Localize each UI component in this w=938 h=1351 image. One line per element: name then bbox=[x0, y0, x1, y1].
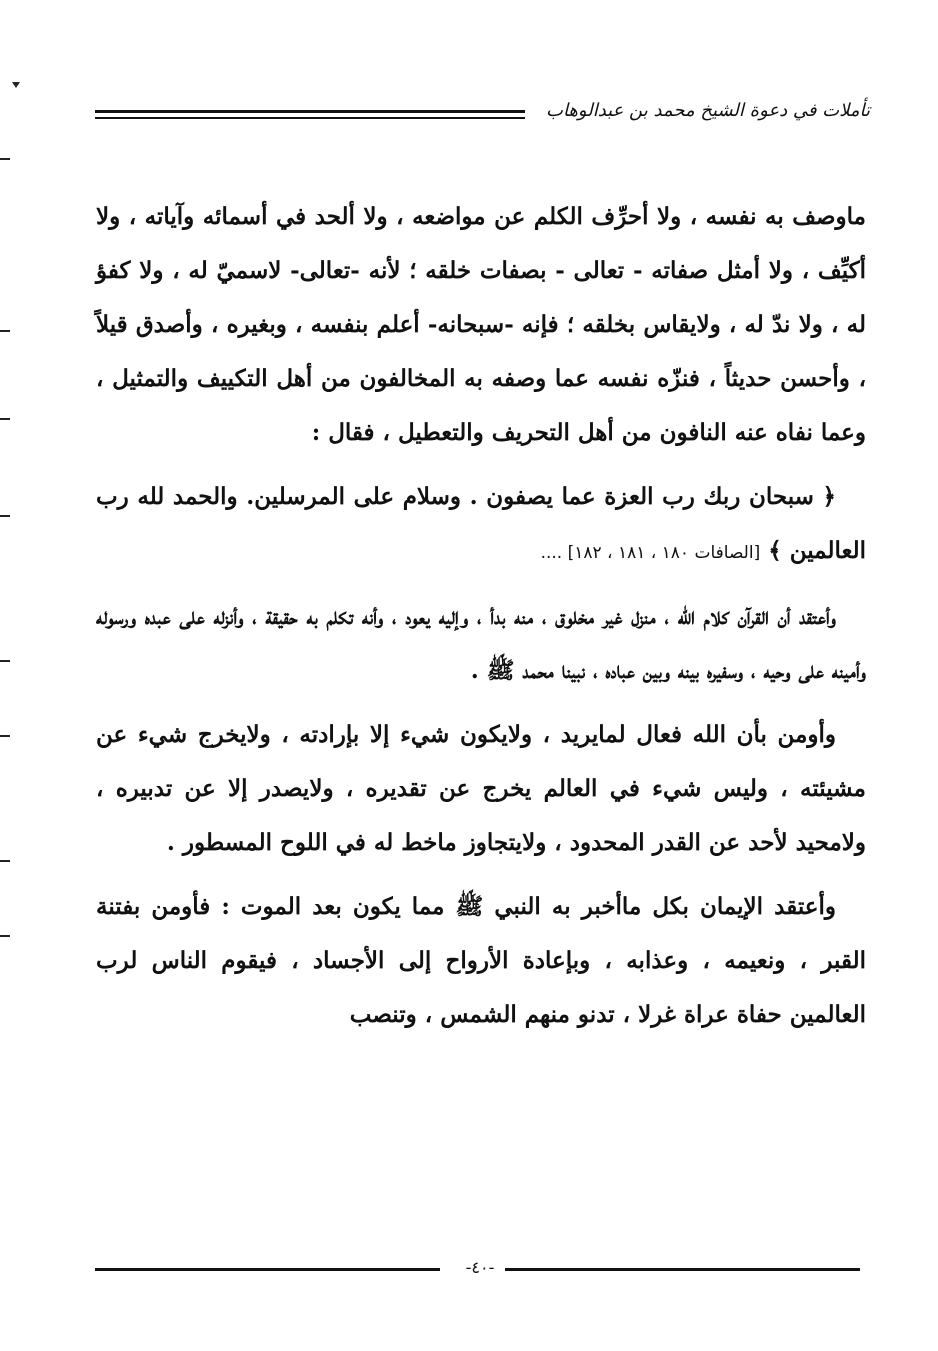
quote-open-bracket: ﴿ bbox=[822, 483, 836, 510]
margin-tick-mark bbox=[0, 735, 10, 737]
page-footer bbox=[95, 1258, 860, 1282]
margin-tick-mark bbox=[0, 660, 10, 662]
margin-tick-mark bbox=[0, 860, 10, 862]
header-rule bbox=[95, 117, 525, 119]
footer-rule bbox=[95, 1268, 440, 1271]
quote-close-bracket: ﴾ bbox=[768, 537, 782, 564]
margin-tick-mark bbox=[0, 515, 10, 517]
margin-tick-mark bbox=[0, 330, 10, 332]
running-header bbox=[95, 100, 870, 130]
paragraph: وأومن بأن الله فعال لمايريد ، ولايكون شيء إلا بإرادته ، ولايخرج شيء عن مشيئته ، وليس شيء في العالم يخرج عن تقديره ، ولايصدر إلا عن تدبيره ، ولامحيد لأحد عن القدر المحدود ، ولايتجاوز ماخط له في اللوح المسطور . bbox=[96, 721, 866, 856]
footer-rule bbox=[505, 1268, 860, 1271]
margin-triangle-mark bbox=[12, 82, 20, 88]
paragraph: ماوصف به نفسه ، ولا أحرِّف الكلم عن مواضعه ، ولا ألحد في أسمائه وآياته ، ولا أكيِّف ، ولا أمثل صفاته - تعالى - بصفات خلقه ؛ لأنه -تعالى- لاسميّ له ، ولا كفؤ له ، ولا ندّ له ، ولايقاس بخلقه ؛ فإنه -سبحانه- أعلم بنفسه ، وبغيره ، وأصدق قيلاً ، وأحسن حديثاً ، فنزّه نفسه عما وصفه به المخالفون من أهل التكييف والتمثيل ، وعما نفاه عنه النافون من أهل التحريف والتعطيل ، فقال : bbox=[96, 203, 866, 446]
margin-tick-mark bbox=[0, 935, 10, 937]
quote-reference: [الصافات ١٨٠ ، ١٨١ ، ١٨٢] .... bbox=[540, 543, 761, 563]
margin-tick-mark bbox=[0, 418, 10, 420]
page-number: -٤٠- bbox=[465, 1258, 495, 1277]
paragraph: وأعتقد الإيمان بكل ماأخبر به النبي ﷺ مما يكون بعد الموت : فأومن بفتنة القبر ، ونعيمه ، وعذابه ، وبإعادة الأرواح إلى الأجساد ، فيقوم الناس لرب العالمين حفاة عراة غرلا ، تدنو منهم الشمس ، وتنصب bbox=[96, 893, 866, 1028]
book-title: تأملات في دعوة الشيخ محمد بن عبدالوهاب bbox=[546, 100, 870, 121]
quran-quote bbox=[96, 470, 866, 580]
margin-tick-mark bbox=[0, 158, 10, 160]
paragraph: وأعتقد أن القرآن كلام الله ، منزل غير مخلوق ، منه بدأ ، وإليه يعود ، وأنه تكلم به حقيقة ، وأنزله على عبده ورسوله وأمينه على وحيه ، وسفيره بينه وبين عباده ، نبينا محمد ﷺ . bbox=[96, 603, 866, 684]
header-rule bbox=[95, 110, 525, 113]
quote-text: سبحان ربك رب العزة عما يصفون . وسلام على المرسلين. والحمد لله رب العالمين bbox=[96, 483, 866, 564]
body-text bbox=[96, 190, 866, 1052]
